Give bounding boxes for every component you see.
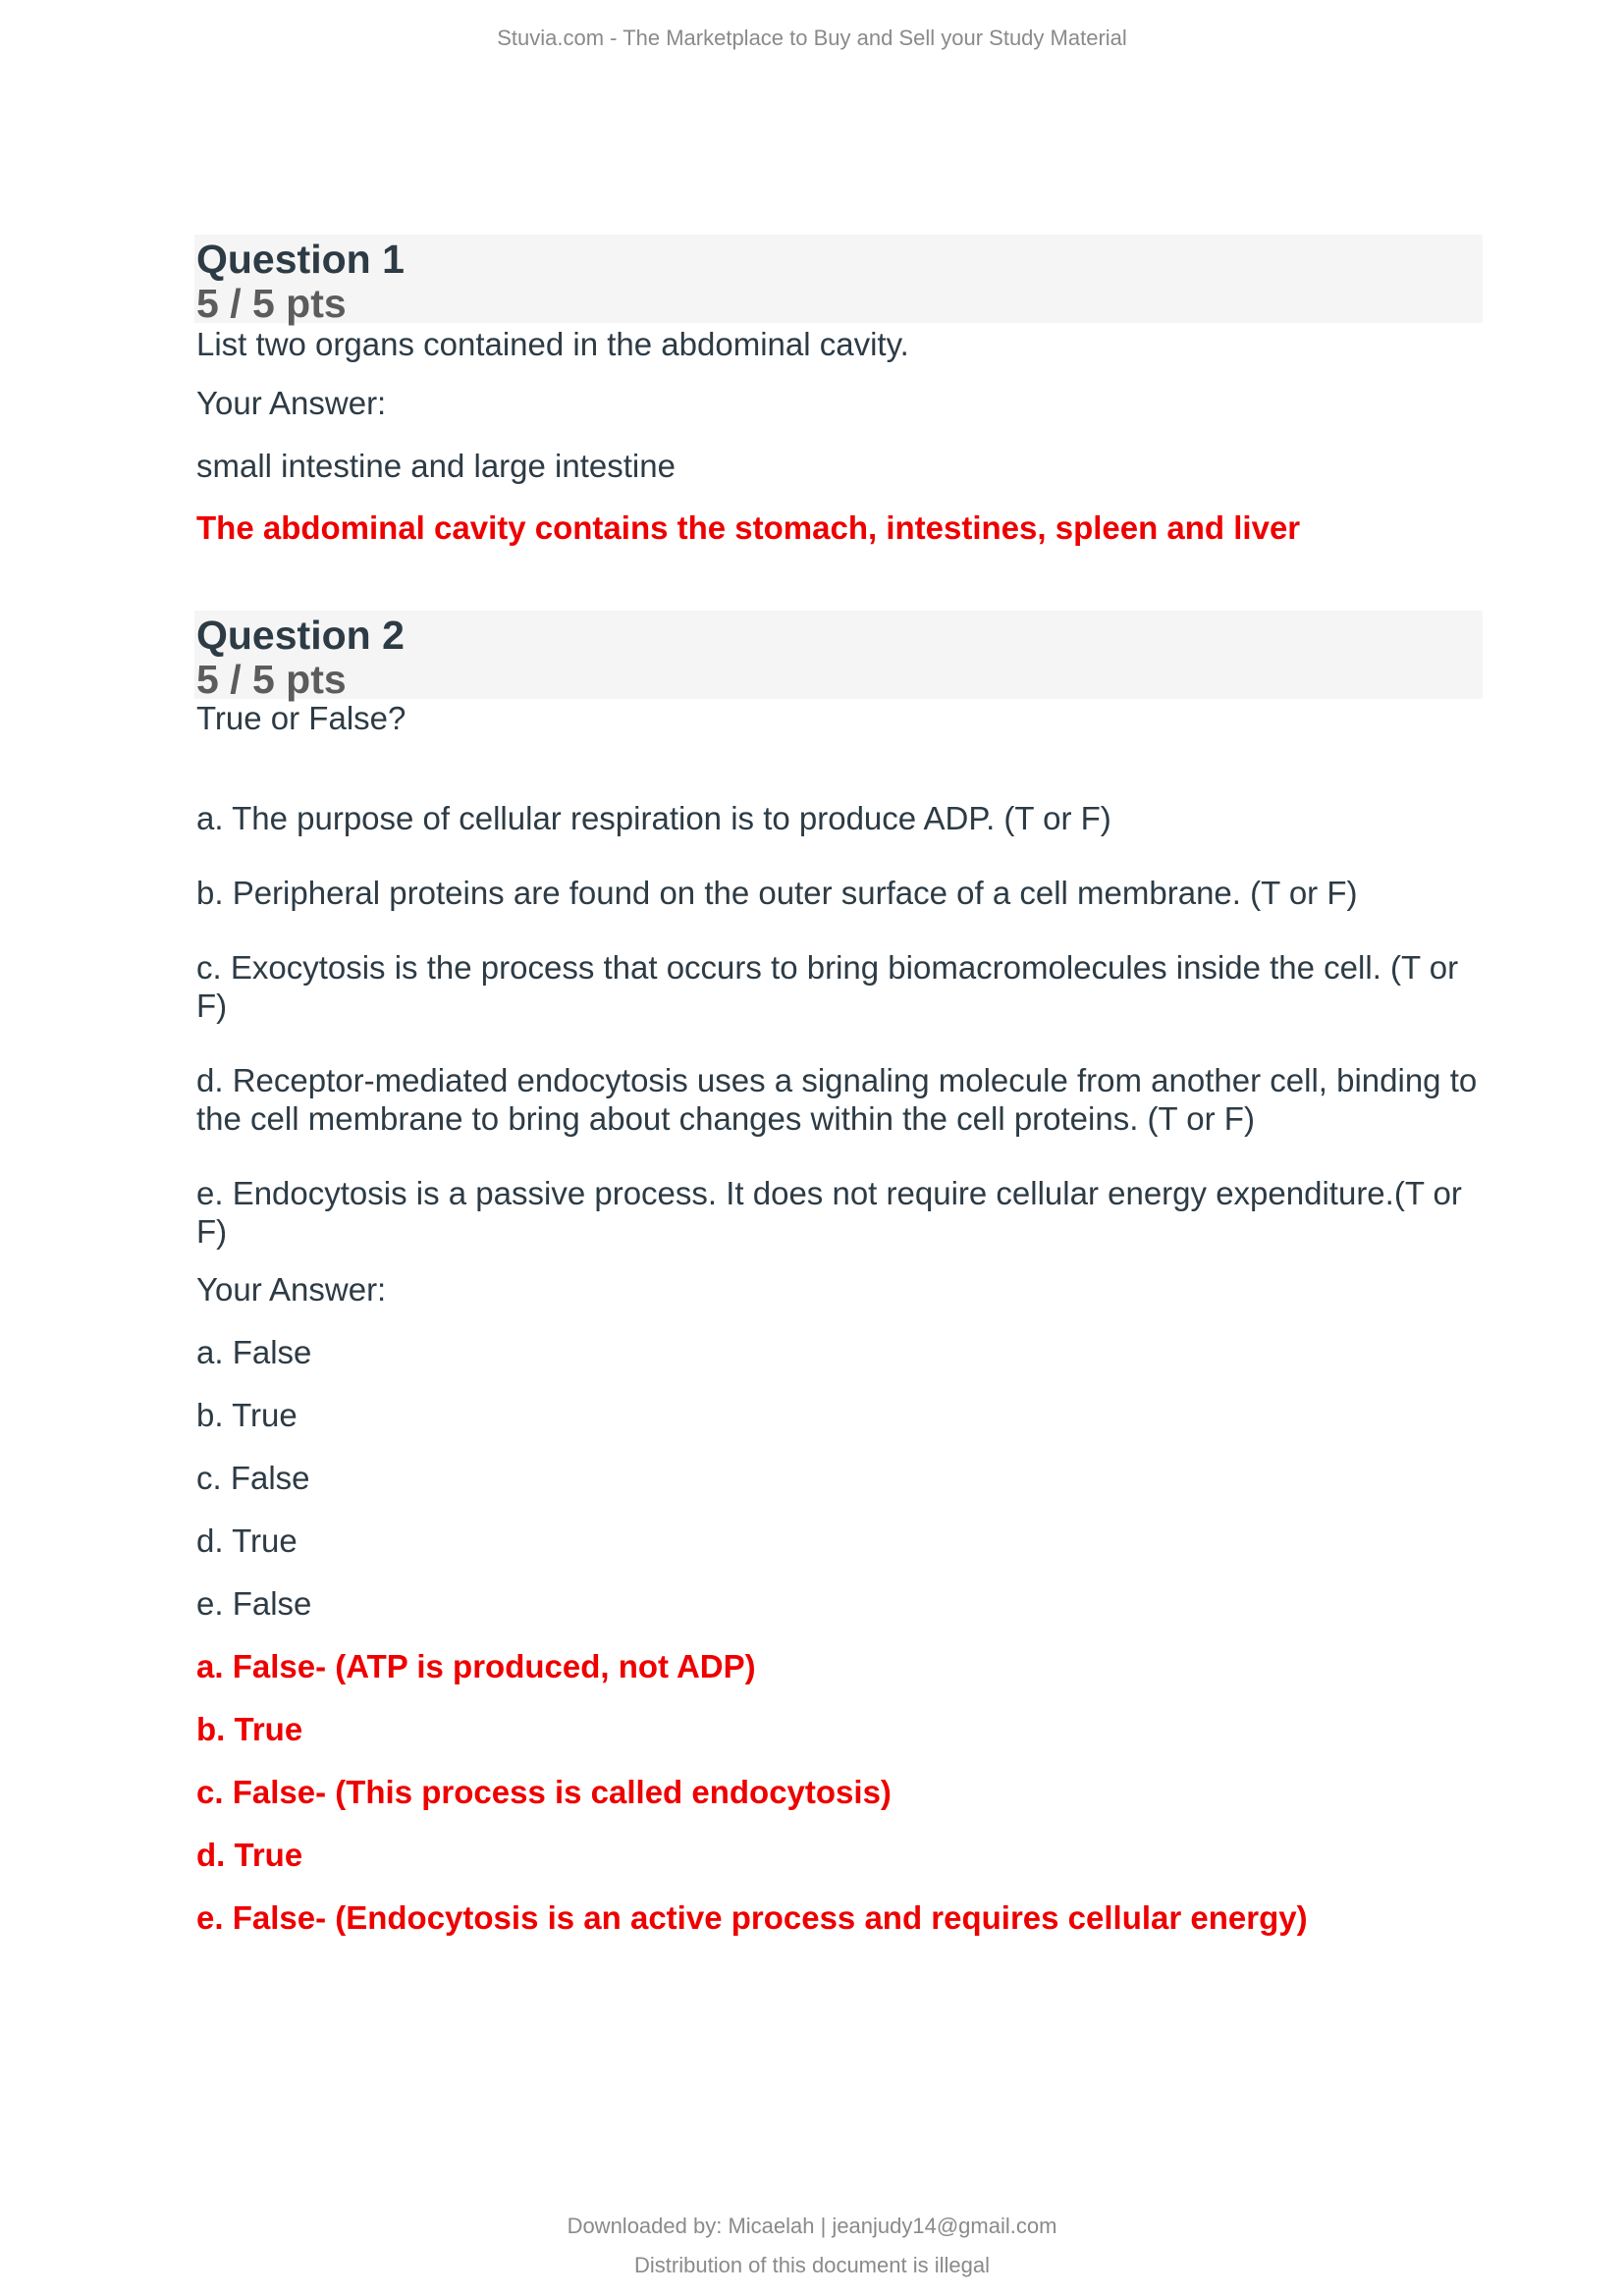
feedback-e: e. False- (Endocytosis is an active process and requires cellular energy) [196,1899,1308,1936]
question-2-title: Question 2 [196,613,405,658]
footer-notice: Distribution of this document is illegal [634,2253,990,2277]
answer-d: d. True [196,1522,298,1559]
answer-c: c. False [196,1460,310,1496]
answer-e: e. False [196,1585,312,1622]
feedback-c: c. False- (This process is called endocytosis) [196,1774,892,1810]
question-1-title: Question 1 [196,237,405,282]
question-1-answer: small intestine and large intestine [196,448,676,484]
page-header: Stuvia.com - The Marketplace to Buy and Sell your Study Material [497,26,1127,50]
question-2-answer-label: Your Answer: [196,1271,387,1308]
feedback-b: b. True [196,1711,303,1747]
question-2-header [194,611,1483,702]
question-1-points: 5 / 5 pts [196,281,347,326]
question-1-header [194,235,1483,326]
statement-d: d. Receptor-mediated endocytosis uses a signaling molecule from another cell, binding to the cell membrane to bring about changes within the cell proteins. (T or F) [196,1062,1478,1137]
statement-c: c. Exocytosis is the process that occurs to bring biomacromolecules inside the cell. (T or F) [196,949,1459,1024]
footer-downloaded: Downloaded by: Micaelah | jeanjudy14@gmail.com [567,2214,1057,2238]
question-1 [196,235,1481,548]
question-1-feedback: The abdominal cavity contains the stomach, intestines, spleen and liver [196,509,1301,546]
feedback-d: d. True [196,1837,303,1873]
question-2-prompt: True or False? [196,700,406,736]
quiz-content [196,235,1481,1938]
question-1-prompt: List two organs contained in the abdominal cavity. [196,326,909,362]
answer-b: b. True [196,1397,298,1433]
question-2 [196,611,1481,1938]
statement-b: b. Peripheral proteins are found on the outer surface of a cell membrane. (T or F) [196,875,1358,911]
question-1-answer-label: Your Answer: [196,385,387,421]
answer-a: a. False [196,1334,312,1370]
statement-e: e. Endocytosis is a passive process. It does not require cellular energy expenditure.(T or F) [196,1175,1462,1250]
question-2-points: 5 / 5 pts [196,657,347,702]
feedback-a: a. False- (ATP is produced, not ADP) [196,1648,756,1684]
statement-a: a. The purpose of cellular respiration is to produce ADP. (T or F) [196,800,1111,836]
